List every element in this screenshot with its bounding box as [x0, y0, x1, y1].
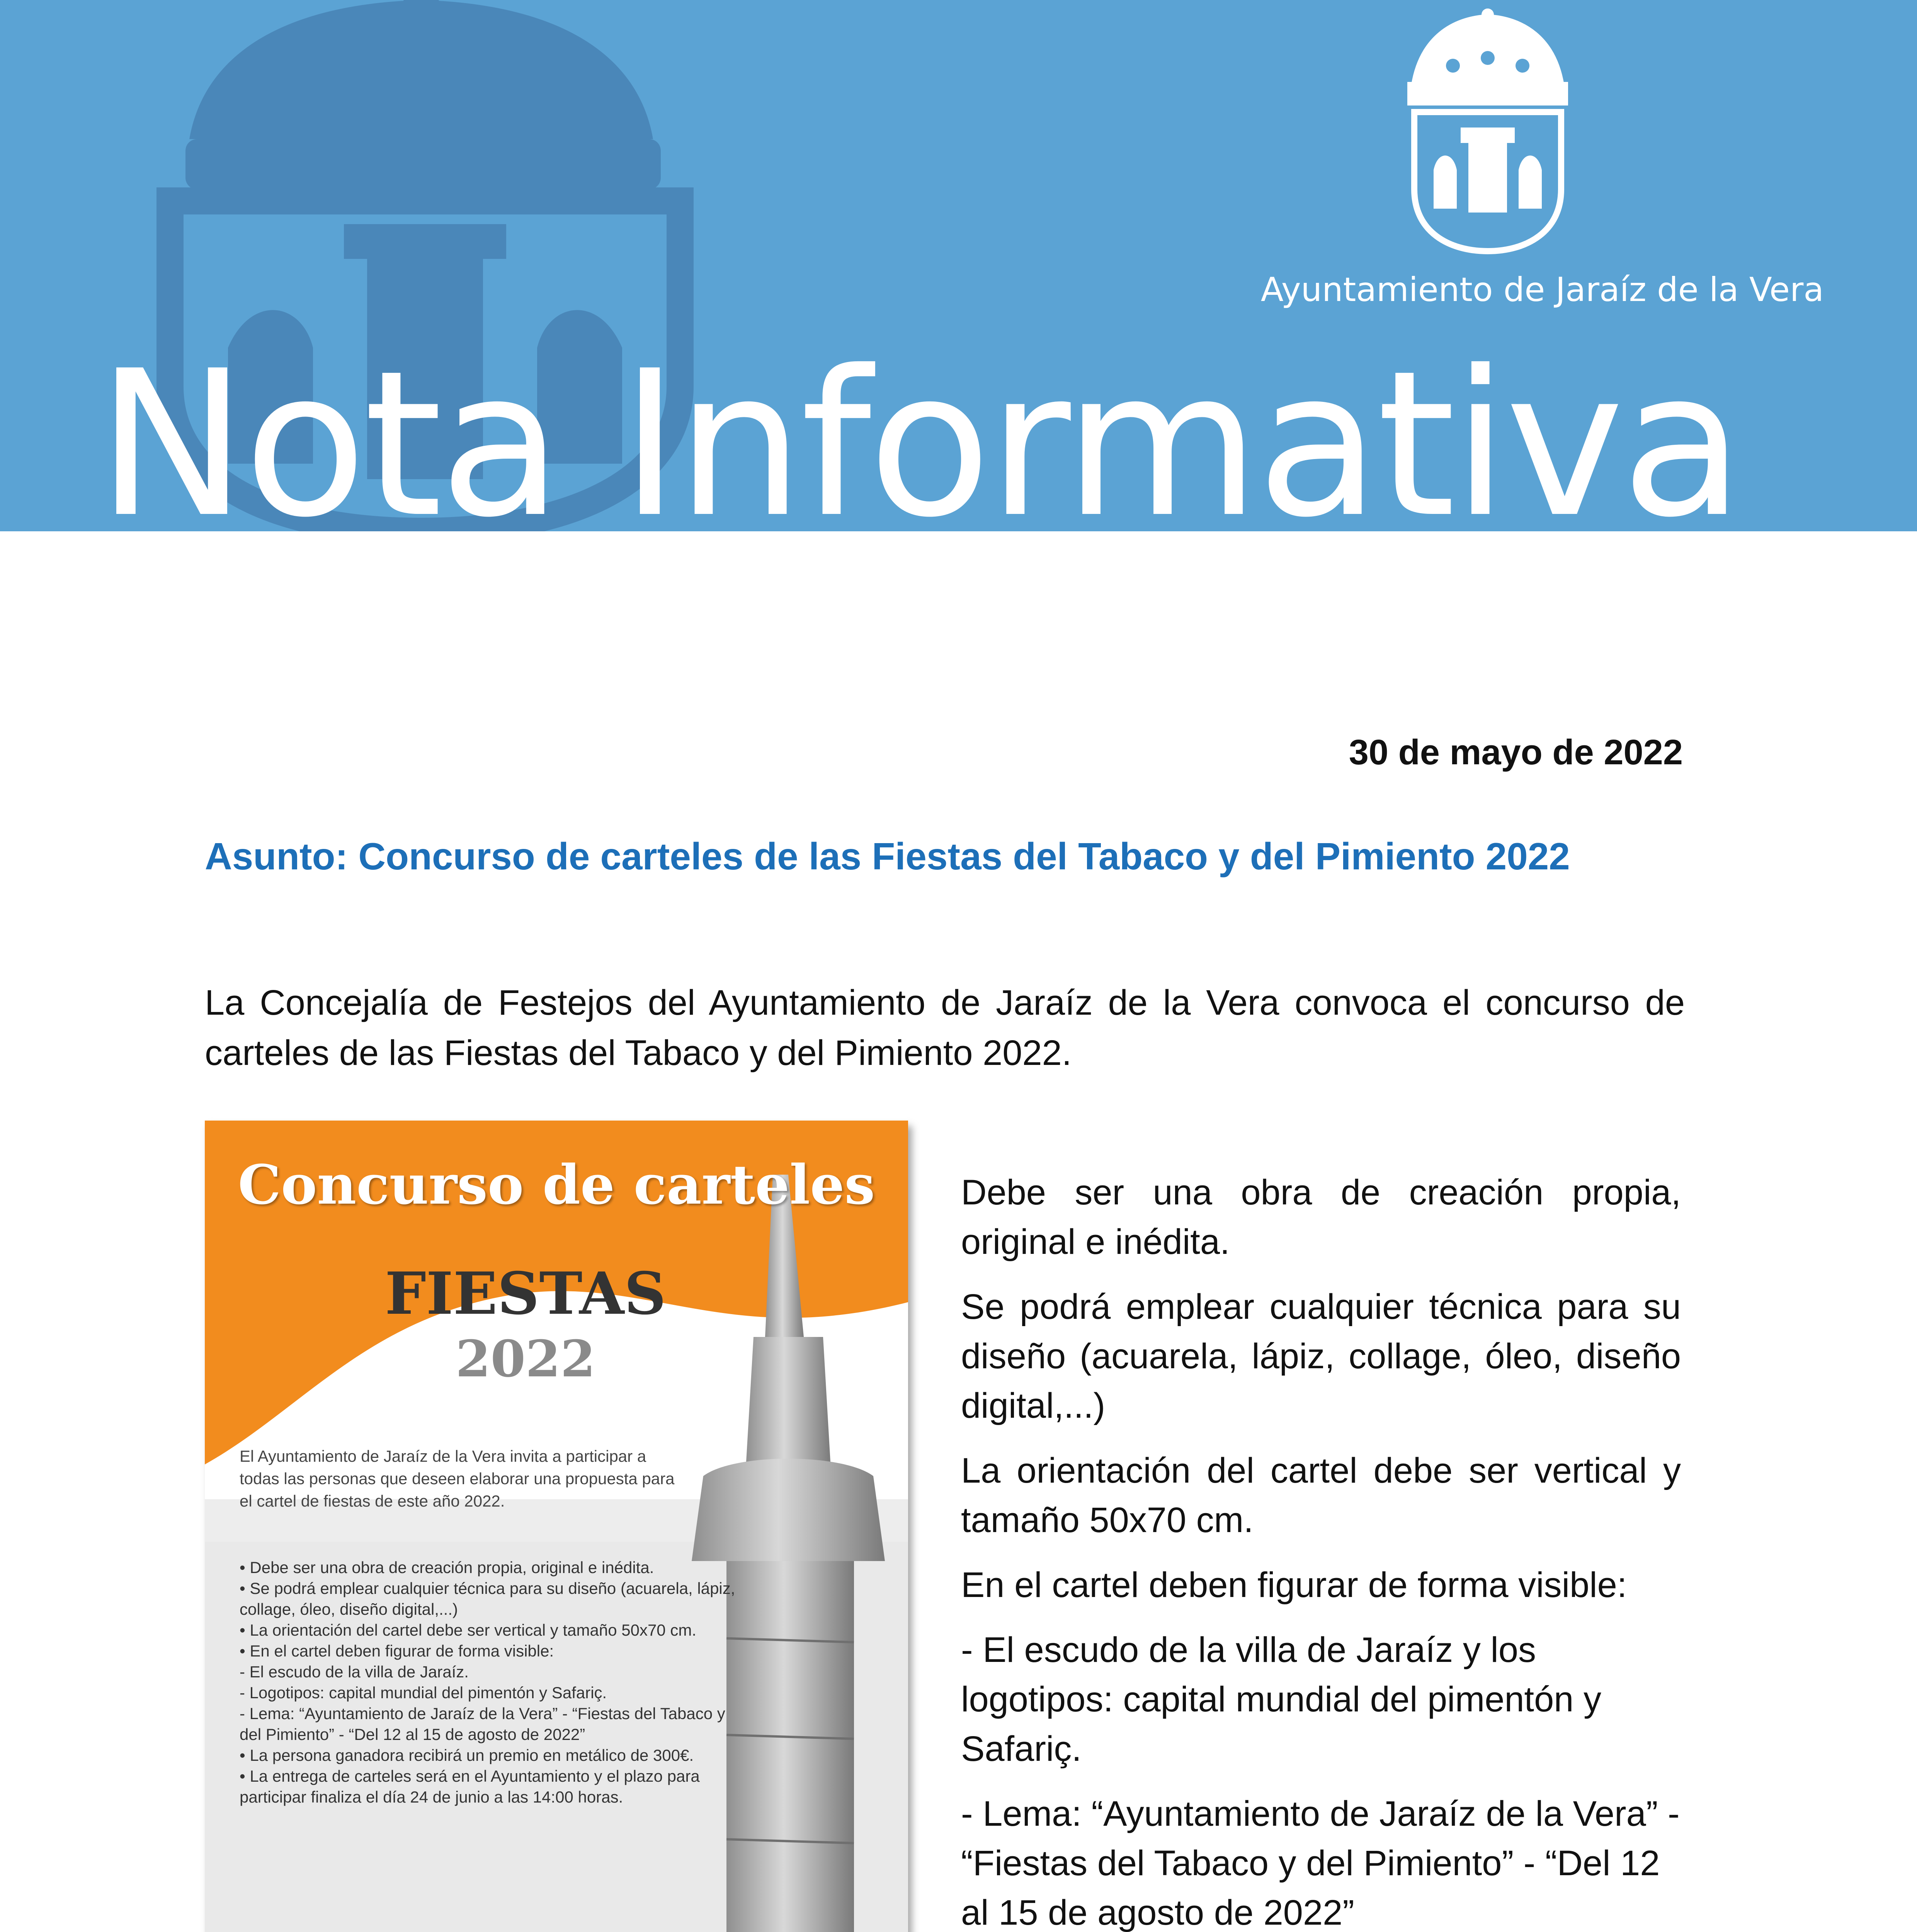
requirement-paragraph: Debe ser una obra de creación propia, original e inédita. [961, 1173, 1681, 1262]
intro-paragraph: La Concejalía de Festejos del Ayuntamiento de Jaraíz de la Vera convoca el concurso de carteles de las Fiestas del Tabaco y del Pimiento 2022. [205, 983, 1685, 1073]
requirement-paragraph: En el cartel deben figurar de forma visible: [961, 1565, 1627, 1605]
requirement-paragraph: - Lema: “Ayuntamiento de Jaraíz de la Vera” - “Fiestas del Tabaco y del Pimiento” - “Del 12 al 15 de agosto de 2022” [961, 1794, 1680, 1932]
poster-list [240, 1557, 742, 1808]
poster-title: Concurso de carteles [238, 1153, 875, 1217]
requirement-paragraph: - El escudo de la villa de Jaraíz y los logotipos: capital mundial del pimentón y Safariç. [961, 1630, 1601, 1769]
page-title: Nota Informativa [97, 327, 1741, 531]
poster-year: 2022 [456, 1329, 595, 1388]
document-date: 30 de mayo de 2022 [1349, 733, 1683, 772]
requirements-column [961, 1168, 1681, 1932]
poster-list-item: • La persona ganadora recibirá un premio en metálico de 300€. [240, 1746, 694, 1764]
poster-intro: El Ayuntamiento de Jaraíz de la Vera invita a participar a todas las personas que deseen elaborar una propuesta para el cartel de fiestas de este año 2022. [240, 1447, 675, 1510]
poster-list-item: - Logotipos: capital mundial del pimentón y Safariç. [240, 1684, 607, 1702]
poster-list-item: • La orientación del cartel debe ser vertical y tamaño 50x70 cm. [240, 1621, 696, 1639]
requirement-paragraph: La orientación del cartel debe ser vertical y tamaño 50x70 cm. [961, 1451, 1681, 1540]
coat-of-arms-icon [1399, 8, 1577, 255]
poster-list-item: • En el cartel deben figurar de forma visible: [240, 1642, 554, 1660]
poster-list-item: - Lema: “Ayuntamiento de Jaraíz de la Vera” - “Fiestas del Tabaco y del Pimiento” - “Del 12 al 15 de agosto de 2022” [240, 1704, 725, 1743]
poster-list-item: • Se podrá emplear cualquier técnica para su diseño (acuarela, lápiz, collage, óleo, diseño digital,...) [240, 1579, 735, 1618]
document-subject: Asunto: Concurso de carteles de las Fiestas del Tabaco y del Pimiento 2022 [205, 835, 1570, 878]
organization-name: Ayuntamiento de Jaraíz de la Vera [1260, 270, 1824, 309]
poster-list-item: • La entrega de carteles será en el Ayuntamiento y el plazo para participar finaliza el día 24 de junio a las 14:00 horas. [240, 1767, 700, 1806]
poster-list-item: - El escudo de la villa de Jaraíz. [240, 1663, 469, 1681]
poster-fiestas: FIESTAS [385, 1260, 666, 1328]
poster-list-item: • Debe ser una obra de creación propia, original e inédita. [240, 1558, 654, 1577]
header-banner [0, 0, 1917, 531]
contest-poster-image [205, 1121, 908, 1932]
requirement-paragraph: Se podrá emplear cualquier técnica para su diseño (acuarela, lápiz, collage, óleo, diseño digital,...) [961, 1287, 1681, 1425]
stone-pillar-image [676, 1175, 893, 1932]
